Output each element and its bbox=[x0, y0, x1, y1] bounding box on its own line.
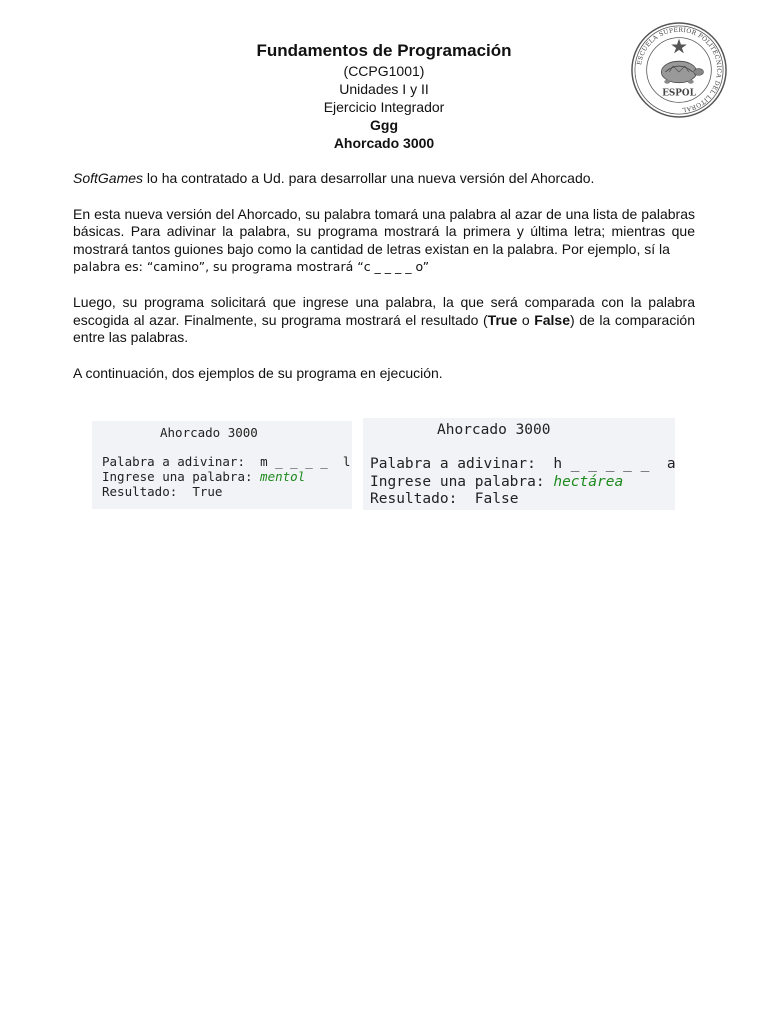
company-name: SoftGames bbox=[73, 170, 144, 186]
exercise-line: Ejercicio Integrador bbox=[323, 99, 445, 115]
terminal-heading: Ahorcado 3000 bbox=[160, 425, 258, 440]
terminal-result-row: Resultado: True bbox=[102, 484, 223, 499]
terminal-input-row: Ingrese una palabra: hectárea bbox=[370, 474, 624, 490]
document-subtitle: Ahorcado 3000 bbox=[333, 135, 435, 151]
paragraph-comparison: Luego, su programa solicitará que ingrese una palabra, la que será comparada con la palabra escogida al azar. Finalmente, su programa mostrará el resultado (True o False) de la comparación entre las palabras. bbox=[73, 293, 695, 346]
units-line: Unidades I y II bbox=[339, 81, 429, 97]
example-terminal-1 bbox=[92, 421, 352, 509]
document-body bbox=[73, 170, 695, 400]
paragraph-description: En esta nueva versión del Ahorcado, su palabra tomará una palabra al azar de una lista de palabras básicas. Para adivinar la palabra, su programa mostrará la primera y última letra; mientras que mostrará tantos guiones bajo como la cantidad de letras existan en la palabra. Por ejemplo, sí la palabra es: “camino”, su programa mostrará “c _ _ _ _ o” bbox=[73, 205, 695, 275]
paragraph-examples-intro: A continuación, dos ejemplos de su programa en ejecución. bbox=[73, 364, 443, 381]
terminal-guess-row: Palabra a adivinar: m _ _ _ _ l bbox=[102, 454, 351, 469]
document-title: Fundamentos de Programación bbox=[256, 41, 512, 60]
espol-seal-logo bbox=[630, 21, 728, 119]
seal-ring-text: ESCUELA SUPERIOR POLITÉCNICA DEL LITORAL bbox=[636, 26, 723, 114]
terminal-input-row: Ingrese una palabra: mentol bbox=[102, 469, 306, 484]
example-text: palabra es: “camino”, su programa mostrará “c _ _ _ _ o” bbox=[73, 259, 430, 275]
terminal-guess-row: Palabra a adivinar: h _ _ _ _ _ a bbox=[370, 456, 676, 472]
terminal-result-row: Resultado: False bbox=[370, 491, 519, 507]
example-terminal-2 bbox=[363, 418, 675, 510]
paragraph-intro: SoftGames lo ha contratado a Ud. para desarrollar una nueva versión del Ahorcado. bbox=[73, 170, 595, 186]
name-line: Ggg bbox=[370, 117, 398, 133]
seal-name: ESPOL bbox=[662, 88, 696, 99]
terminal-heading: Ahorcado 3000 bbox=[437, 422, 551, 438]
course-code: (CCPG1001) bbox=[343, 63, 425, 79]
